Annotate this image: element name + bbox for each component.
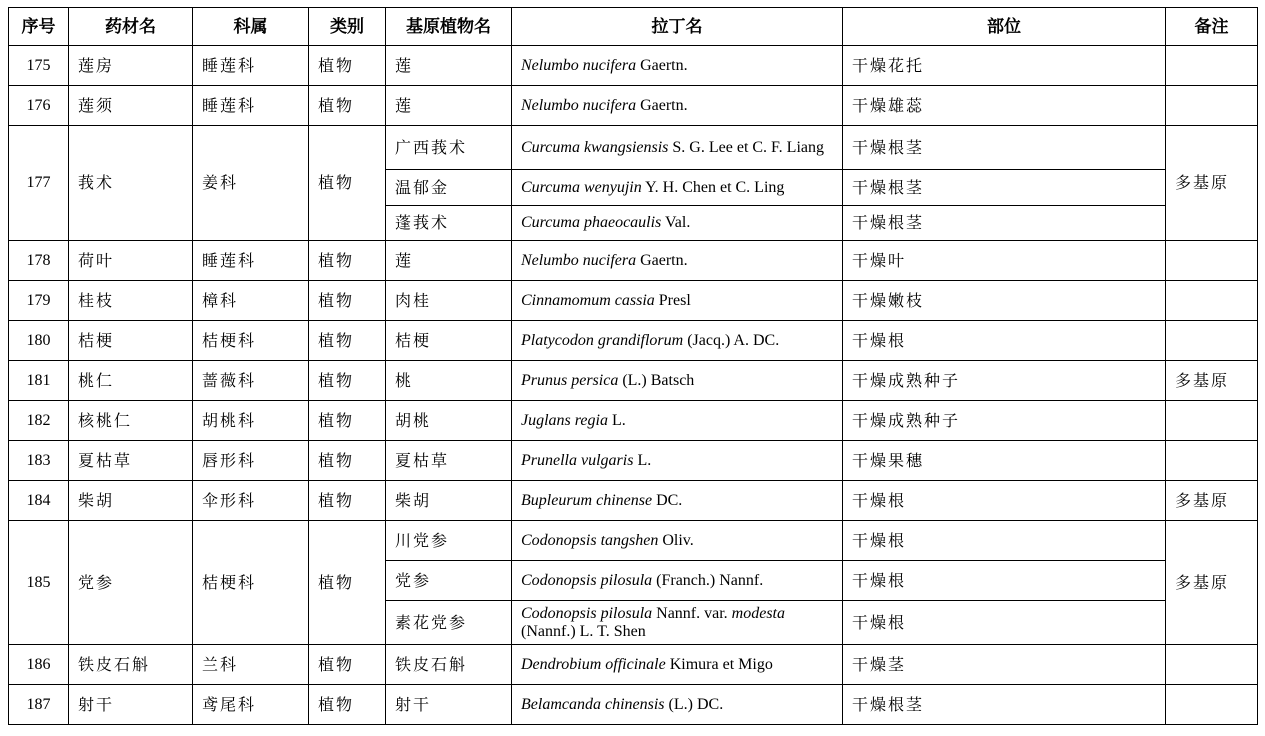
part-cell: 干燥根茎 (843, 170, 1166, 206)
family-cell: 鸢尾科 (193, 685, 309, 725)
source-plant-cell: 蓬莪术 (386, 206, 512, 241)
family-cell: 姜科 (193, 126, 309, 241)
table-row (9, 685, 1258, 725)
part-cell: 干燥茎 (843, 645, 1166, 685)
table-row (9, 361, 1258, 401)
note-cell (1166, 441, 1258, 481)
source-plant-cell: 广西莪术 (386, 126, 512, 170)
source-plant-cell: 川党参 (386, 521, 512, 561)
serial-number-cell: 179 (9, 281, 69, 321)
latin-genus-species: Juglans regia (521, 411, 608, 429)
latin-genus-species: Codonopsis pilosula (521, 571, 653, 589)
latin-name-cell (512, 481, 843, 521)
latin-name-cell (512, 685, 843, 725)
source-plant-cell: 温郁金 (386, 170, 512, 206)
serial-number-cell: 178 (9, 241, 69, 281)
category-cell: 植物 (309, 685, 386, 725)
serial-number-cell: 183 (9, 441, 69, 481)
category-cell: 植物 (309, 361, 386, 401)
latin-name-cell (512, 126, 843, 170)
part-cell: 干燥成熟种子 (843, 401, 1166, 441)
herb-name-cell: 莲须 (69, 86, 193, 126)
source-plant-cell: 莲 (386, 46, 512, 86)
latin-name-cell (512, 441, 843, 481)
herb-name-cell: 射干 (69, 685, 193, 725)
latin-name-cell (512, 281, 843, 321)
latin-name-cell (512, 170, 843, 206)
note-cell (1166, 401, 1258, 441)
category-cell: 植物 (309, 241, 386, 281)
source-plant-cell: 肉桂 (386, 281, 512, 321)
category-cell: 植物 (309, 481, 386, 521)
source-plant-cell: 党参 (386, 561, 512, 601)
category-cell: 植物 (309, 86, 386, 126)
latin-name-cell (512, 645, 843, 685)
latin-genus-species: Cinnamomum cassia (521, 291, 655, 309)
latin-genus-species: Curcuma wenyujin (521, 178, 642, 196)
serial-number-cell: 187 (9, 685, 69, 725)
latin-author: Oliv. (658, 531, 694, 549)
latin-name-cell (512, 521, 843, 561)
latin-author: Kimura et Migo (665, 655, 773, 673)
latin-author: Gaertn. (636, 96, 688, 114)
source-plant-cell: 射干 (386, 685, 512, 725)
category-cell: 植物 (309, 46, 386, 86)
part-cell: 干燥果穗 (843, 441, 1166, 481)
herb-name-cell: 莪术 (69, 126, 193, 241)
latin-genus-species: Bupleurum chinense (521, 491, 653, 509)
latin-name-cell (512, 601, 843, 645)
category-cell: 植物 (309, 281, 386, 321)
serial-number-cell: 185 (9, 521, 69, 645)
latin-genus-species: Belamcanda chinensis (521, 695, 665, 713)
part-cell: 干燥花托 (843, 46, 1166, 86)
latin-genus-species: Platycodon grandiflorum (521, 331, 684, 349)
note-cell (1166, 86, 1258, 126)
latin-author: Y. H. Chen et C. Ling (641, 178, 785, 196)
part-cell: 干燥根茎 (843, 685, 1166, 725)
category-cell: 植物 (309, 441, 386, 481)
latin-author: Gaertn. (636, 251, 688, 269)
latin-author: Gaertn. (636, 56, 688, 74)
latin-author: Presl (654, 291, 691, 309)
latin-variety-author: (Nannf.) L. T. Shen (521, 622, 646, 640)
latin-author: L. (633, 451, 652, 469)
latin-name-cell (512, 241, 843, 281)
family-cell: 胡桃科 (193, 401, 309, 441)
table-row (9, 321, 1258, 361)
category-cell: 植物 (309, 401, 386, 441)
latin-author: (Jacq.) A. DC. (683, 331, 780, 349)
note-cell: 多基原 (1166, 521, 1258, 645)
herb-name-cell: 莲房 (69, 46, 193, 86)
latin-genus-species: Curcuma phaeocaulis (521, 214, 662, 231)
source-plant-cell: 铁皮石斛 (386, 645, 512, 685)
latin-author: L. (607, 411, 626, 429)
header-cell: 药材名 (69, 8, 193, 46)
source-plant-cell: 胡桃 (386, 401, 512, 441)
latin-author: DC. (652, 491, 683, 509)
herb-name-cell: 桃仁 (69, 361, 193, 401)
latin-genus-species: Nelumbo nucifera (521, 251, 637, 269)
latin-genus-species: Codonopsis tangshen (521, 531, 659, 549)
latin-author: Nannf. var. (652, 604, 732, 622)
note-cell: 多基原 (1166, 361, 1258, 401)
part-cell: 干燥根 (843, 481, 1166, 521)
source-plant-cell: 莲 (386, 86, 512, 126)
serial-number-cell: 184 (9, 481, 69, 521)
latin-genus-species: Curcuma kwangsiensis (521, 138, 669, 156)
part-cell: 干燥根茎 (843, 206, 1166, 241)
part-cell: 干燥成熟种子 (843, 361, 1166, 401)
latin-genus-species: Prunella vulgaris (521, 451, 634, 469)
source-plant-cell: 夏枯草 (386, 441, 512, 481)
latin-author: Val. (661, 214, 691, 231)
family-cell: 睡莲科 (193, 241, 309, 281)
part-cell: 干燥叶 (843, 241, 1166, 281)
herb-name-cell: 铁皮石斛 (69, 645, 193, 685)
serial-number-cell: 181 (9, 361, 69, 401)
part-cell: 干燥嫩枝 (843, 281, 1166, 321)
family-cell: 睡莲科 (193, 86, 309, 126)
header-cell: 部位 (843, 8, 1166, 46)
source-plant-cell: 桔梗 (386, 321, 512, 361)
family-cell: 樟科 (193, 281, 309, 321)
note-cell (1166, 645, 1258, 685)
part-cell: 干燥雄蕊 (843, 86, 1166, 126)
serial-number-cell: 182 (9, 401, 69, 441)
header-cell: 科属 (193, 8, 309, 46)
latin-name-cell (512, 46, 843, 86)
table-row (9, 46, 1258, 86)
latin-author: S. G. Lee et C. F. Liang (668, 138, 824, 156)
header-cell: 基原植物名 (386, 8, 512, 46)
category-cell: 植物 (309, 321, 386, 361)
header-cell: 拉丁名 (512, 8, 843, 46)
table-row (9, 126, 1258, 170)
note-cell: 多基原 (1166, 126, 1258, 241)
latin-genus-species: Codonopsis pilosula (521, 604, 653, 622)
family-cell: 桔梗科 (193, 521, 309, 645)
herb-name-cell: 夏枯草 (69, 441, 193, 481)
herb-name-cell: 柴胡 (69, 481, 193, 521)
source-plant-cell: 柴胡 (386, 481, 512, 521)
table-row (9, 481, 1258, 521)
header-cell: 类别 (309, 8, 386, 46)
source-plant-cell: 桃 (386, 361, 512, 401)
header-cell: 备注 (1166, 8, 1258, 46)
serial-number-cell: 180 (9, 321, 69, 361)
latin-name-cell (512, 206, 843, 241)
latin-genus-species: Prunus persica (521, 371, 619, 389)
serial-number-cell: 175 (9, 46, 69, 86)
latin-name-cell (512, 361, 843, 401)
latin-genus-species: Nelumbo nucifera (521, 56, 637, 74)
part-cell: 干燥根 (843, 601, 1166, 645)
note-cell (1166, 281, 1258, 321)
family-cell: 桔梗科 (193, 321, 309, 361)
latin-variety: modesta (731, 604, 785, 622)
latin-author: (Franch.) Nannf. (652, 571, 764, 589)
note-cell (1166, 46, 1258, 86)
serial-number-cell: 177 (9, 126, 69, 241)
latin-name-cell (512, 561, 843, 601)
table-row (9, 241, 1258, 281)
herb-name-cell: 核桃仁 (69, 401, 193, 441)
latin-name-cell (512, 321, 843, 361)
note-cell (1166, 321, 1258, 361)
family-cell: 蔷薇科 (193, 361, 309, 401)
family-cell: 伞形科 (193, 481, 309, 521)
table-row (9, 521, 1258, 561)
family-cell: 睡莲科 (193, 46, 309, 86)
herb-name-cell: 桂枝 (69, 281, 193, 321)
table-row (9, 401, 1258, 441)
latin-author: (L.) DC. (664, 695, 724, 713)
table-row (9, 645, 1258, 685)
category-cell: 植物 (309, 521, 386, 645)
header-row (9, 8, 1258, 46)
header-cell: 序号 (9, 8, 69, 46)
table-row (9, 281, 1258, 321)
part-cell: 干燥根 (843, 321, 1166, 361)
latin-author: (L.) Batsch (618, 371, 695, 389)
source-plant-cell: 素花党参 (386, 601, 512, 645)
table-row (9, 441, 1258, 481)
latin-genus-species: Nelumbo nucifera (521, 96, 637, 114)
family-cell: 兰科 (193, 645, 309, 685)
latin-name-cell (512, 401, 843, 441)
family-cell: 唇形科 (193, 441, 309, 481)
table-row (9, 86, 1258, 126)
part-cell: 干燥根茎 (843, 126, 1166, 170)
serial-number-cell: 176 (9, 86, 69, 126)
herb-name-cell: 桔梗 (69, 321, 193, 361)
note-cell (1166, 241, 1258, 281)
part-cell: 干燥根 (843, 561, 1166, 601)
table-body (9, 46, 1258, 725)
latin-genus-species: Dendrobium officinale (521, 655, 666, 673)
part-cell: 干燥根 (843, 521, 1166, 561)
category-cell: 植物 (309, 645, 386, 685)
source-plant-cell: 莲 (386, 241, 512, 281)
category-cell: 植物 (309, 126, 386, 241)
herb-name-cell: 党参 (69, 521, 193, 645)
herb-table (8, 7, 1258, 725)
latin-name-cell (512, 86, 843, 126)
note-cell: 多基原 (1166, 481, 1258, 521)
herb-name-cell: 荷叶 (69, 241, 193, 281)
note-cell (1166, 685, 1258, 725)
serial-number-cell: 186 (9, 645, 69, 685)
